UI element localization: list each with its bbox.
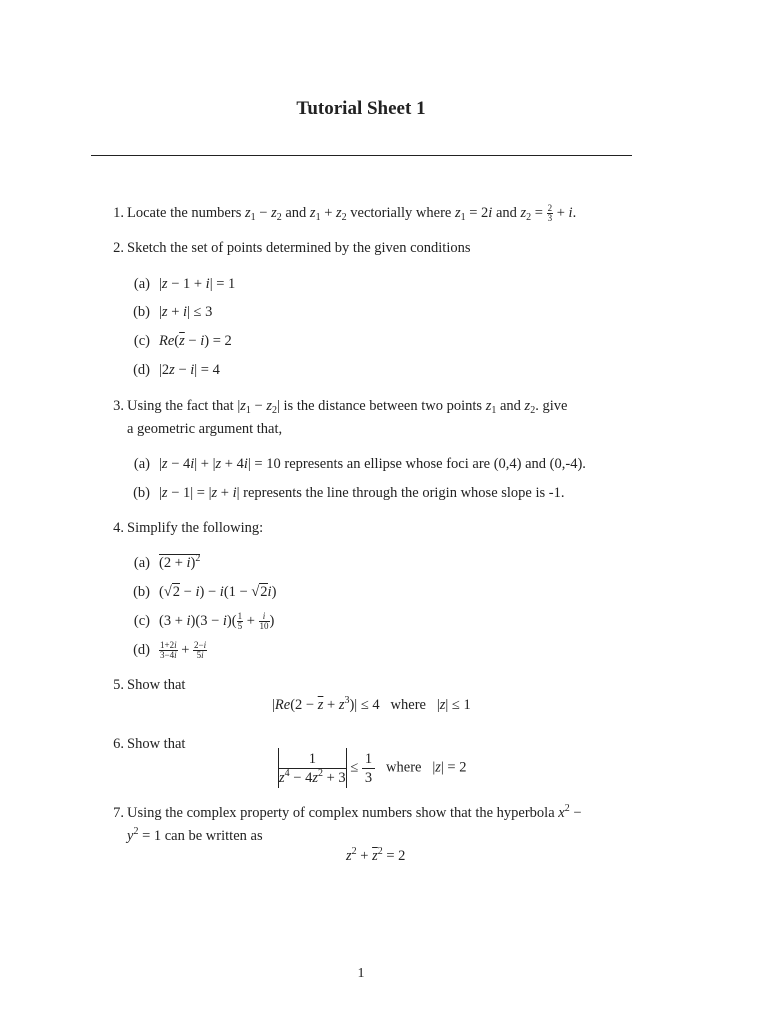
question-5-equation: $|Re(2 - \overline{z} + z^3)| \le 4$ where |z| ≤ 1	[272, 695, 471, 713]
question-text: Using the complex property of complex numbers show that the hyperbola $x^2$ −	[127, 803, 582, 821]
question-text: Locate the numbers $z_1 - z_2$ and $z_1 + z_2$ vectorially where $z_1 = 2i$ and $z_2$ = $\frac{2}{3}$ + i.	[127, 203, 577, 224]
part-expression: |z + i| ≤ 3	[159, 304, 213, 320]
part-expression: |z − 4i| + |z + 4i| = 10 represents an ellipse whose foci are (0,4) and (0,-4).	[159, 456, 586, 472]
part-expression: $(2 + i)^2$	[159, 553, 201, 571]
question-number: 5.	[113, 677, 124, 693]
part-expression: (3 + i)(3 − i)( $\frac{1}{5}$ + $\frac{i}{10}$ )	[159, 611, 275, 632]
question-text: a geometric argument that,	[127, 421, 283, 437]
part-label: (b)	[133, 485, 150, 501]
question-number: 1.	[113, 205, 124, 221]
title-divider	[91, 155, 632, 156]
question-number: 6.	[113, 736, 124, 752]
part-label: (d)	[133, 362, 150, 378]
part-label: (b)	[133, 304, 150, 320]
question-text: $y^2 = 1$ can be written as	[127, 826, 263, 844]
part-expression: |z − 1| = |z + i| represents the line through the origin whose slope is -1.	[159, 485, 565, 501]
fraction: $\frac{2}{3}$	[547, 203, 553, 224]
question-6-equation: $\frac{1}{z^4 - 4z^2 + 3}$ ≤ $\frac{1}{3}$ where |z| = 2	[278, 748, 466, 788]
fraction: $\frac{2-i}{5i}$	[194, 640, 207, 661]
fraction: $\frac{1}{5}$	[237, 611, 243, 632]
question-number: 2.	[113, 240, 124, 256]
part-expression: (√2 − i) − i(1 − √2i)	[159, 584, 277, 600]
question-number: 7.	[113, 805, 124, 821]
part-label: (c)	[133, 613, 150, 629]
fraction: $\frac{1}{z^4 - 4z^2 + 3}$	[279, 750, 346, 786]
page-title: Tutorial Sheet 1	[296, 98, 426, 119]
question-text: Sketch the set of points determined by the given conditions	[127, 240, 471, 256]
part-expression: |2z − i| = 4	[159, 362, 220, 378]
question-text: Simplify the following:	[127, 520, 264, 536]
part-expression: $Re(\overline{z} - i) = 2$	[159, 333, 232, 349]
part-label: (b)	[133, 584, 150, 600]
part-label: (a)	[133, 276, 150, 292]
part-label: (a)	[133, 555, 150, 571]
part-expression: |z − 1 + i| = 1	[159, 276, 236, 292]
fraction: $\frac{1+2i}{3-4i}$	[160, 640, 177, 661]
fraction: $\frac{i}{10}$	[259, 611, 269, 632]
part-label: (c)	[133, 333, 150, 349]
question-number: 3.	[113, 398, 124, 414]
question-number: 4.	[113, 520, 124, 536]
question-text: Show that	[127, 736, 186, 752]
question-text: Using the fact that $|z_1 - z_2|$ is the distance between two points $z_1$ and $z_2$. give	[127, 398, 568, 416]
fraction: $\frac{1}{3}$	[362, 750, 375, 787]
question-7-equation: $z^2 + \overline{z}^2 = 2$	[346, 846, 406, 864]
part-expression: $\frac{1+2i}{3-4i}$ + $\frac{2-i}{5i}$	[160, 640, 207, 661]
part-label: (a)	[133, 456, 150, 472]
part-label: (d)	[133, 642, 150, 658]
page-number: 1	[357, 966, 365, 981]
question-text: Show that	[127, 677, 186, 693]
